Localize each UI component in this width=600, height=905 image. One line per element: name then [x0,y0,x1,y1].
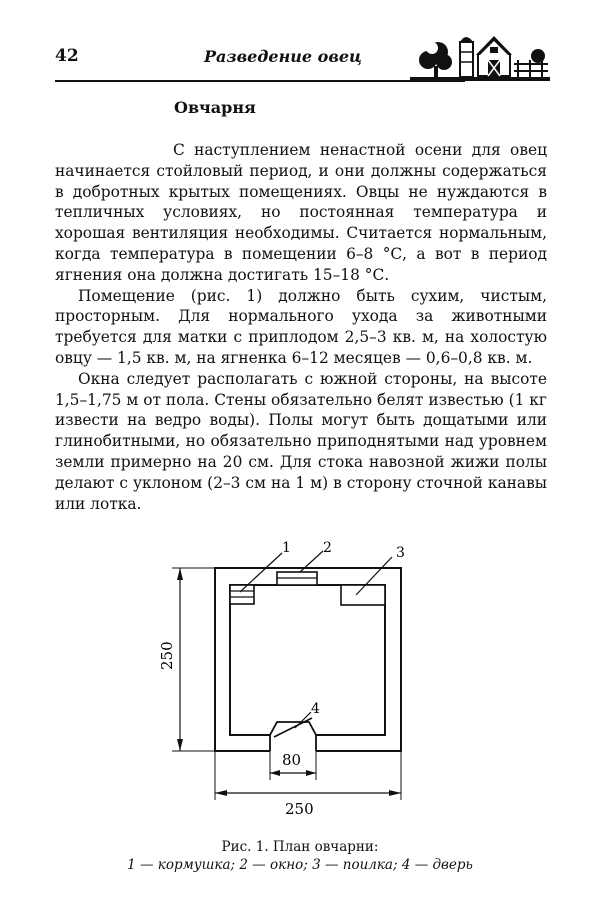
door-width-dimension: 80 [282,751,302,769]
paragraph: С наступлением ненастной осени для овец начинается стойловый период, и они должны содержаться в добротных крытых помещениях. Овцы не нуждаются в тепличных условиях, но постоянная температура и хорошая вентиляция необходимы. Считается нормальным, когда температура в помещении 6–8 °С, а вот в период ягнения она должна достигать 15–18 °С. [55,141,547,284]
figure-caption: Рис. 1. План овчарни: [221,839,379,855]
section-title: Овчарня [174,98,256,117]
label-drinker: 3 [396,545,405,561]
floor-plan-diagram [150,535,450,830]
width-dimension: 250 [285,800,314,818]
paragraph: Окна следует располагать с южной стороны, на высоте 1,5–1,75 м от пола. Стены обязательно белят известью (1 кг извести на ведро воды). Полы могут быть дощатыми или глинобитными, но обязательно приподнятыми над уровнем земли примерно на 20 см. Для стока навозной жижи полы делают с уклоном (2–3 см на 1 м) в сторону сточной канавы или лотка. [55,369,547,513]
label-feeder: 1 [282,540,291,556]
farm-logo-icon [410,28,550,83]
paragraph: Помещение (рис. 1) должно быть сухим, чистым, просторным. Для нормального ухода за животными требуется для матки с приплодом 2,5–3 кв. м, на холостую овцу — 1,5 кв. м, на ягненка 6–12 месяцев — 0,6–0,8 кв. м. [55,286,547,367]
body-text [55,140,547,514]
label-window: 2 [323,540,332,556]
page-number: 42 [55,46,79,66]
header-rule [55,80,465,82]
label-door: 4 [311,701,320,717]
figure-legend: 1 — кормушка; 2 — окно; 3 — поилка; 4 — дверь [127,857,473,873]
inner-wall [230,585,385,735]
feeder [230,585,254,604]
running-title: Разведение овец [204,47,362,66]
height-dimension: 250 [158,641,176,670]
